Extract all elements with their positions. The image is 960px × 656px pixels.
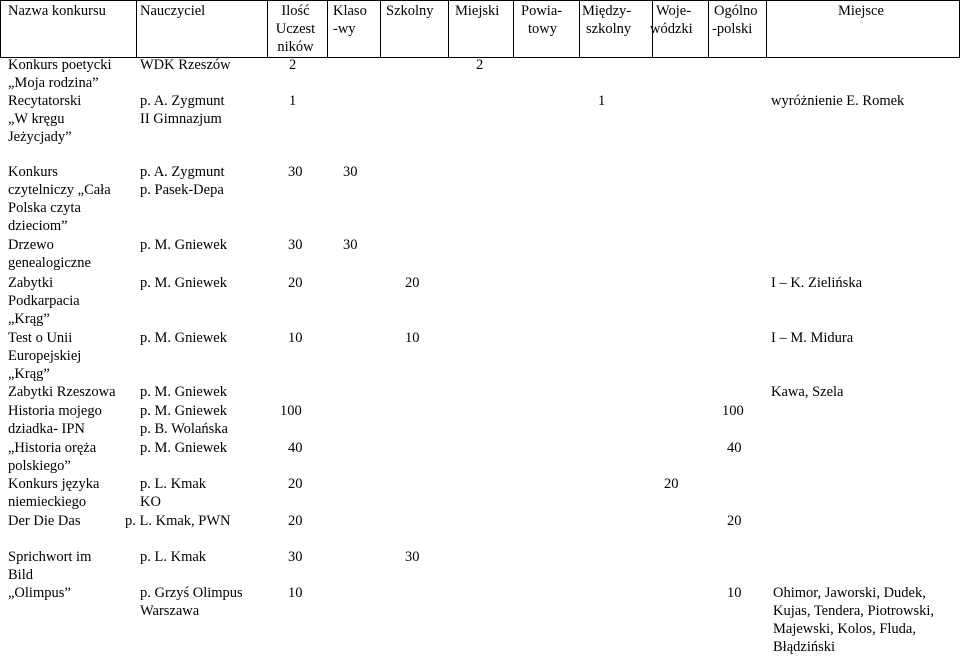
row-miejsce-line: Kujas, Tendera, Piotrowski, [773,603,935,619]
row-count: 2 [289,57,297,73]
row-teacher-line: p. M. Gniewek [140,237,227,253]
row-name-line: czytelniczy „Cała [8,182,111,198]
row-name-line: Konkurs języka [8,476,100,492]
row-count: 20 [288,513,303,529]
header-klaso-1: Klaso [333,3,367,19]
row-name-line: Zabytki [8,275,54,291]
header-nazwa: Nazwa konkursu [8,3,106,19]
header-ilosc-2: Uczest [275,21,316,37]
row-miedzy: 20 [664,476,679,492]
row-miejsce: I – M. Midura [771,330,854,346]
row-name-line: „Moja rodzina” [8,75,99,91]
header-powiatowy-2: towy [528,21,557,37]
row-name-line: Podkarpacia [8,293,80,309]
row-name-line: Konkurs [8,164,58,180]
row-klasowy: 30 [343,164,358,180]
header-nauczyciel: Nauczyciel [140,3,206,19]
row-name-line: „Krąg” [8,366,50,382]
row-teacher-line: II Gimnazjum [140,111,222,127]
row-teacher-line: Warszawa [140,603,200,619]
header-ogolno-2: -polski [712,21,753,37]
row-count: 20 [288,275,303,291]
header-miedzy-2: szkolny [586,21,632,37]
row-name-line: polskiego” [8,458,71,474]
row-klasowy: 30 [343,237,358,253]
row-teacher-line: p. M. Gniewek [140,275,227,291]
row-teacher-line: p. L. Kmak [140,476,207,492]
row-count: 30 [288,237,303,253]
header-ilosc-3: ników [277,39,314,55]
row-name-line: genealogiczne [8,255,91,271]
row-miejsce-line: Ohimor, Jaworski, Dudek, [773,585,926,601]
row-name-line: niemieckiego [8,494,87,510]
row-miejsce: Kawa, Szela [771,384,844,400]
row-name-line: „Krąg” [8,311,50,327]
row-szkolny: 20 [405,275,420,291]
row-name-line: Zabytki Rzeszowa [8,384,116,400]
row-name-line: Drzewo [8,237,54,253]
row-teacher-line: WDK Rzeszów [140,57,231,73]
row-teacher-line: p. M. Gniewek [140,440,227,456]
row-teacher-line: p. L. Kmak, PWN [125,513,231,529]
row-teacher-line: p. L. Kmak [140,549,207,565]
row-woj: 20 [727,513,742,529]
row-name-line: Europejskiej [8,348,82,364]
row-miedzy: 1 [598,93,606,109]
row-name-line: Konkurs poetycki [8,57,112,73]
row-woj: 100 [722,403,744,419]
header-woj-2: wódzki [650,21,693,37]
row-count: 100 [280,403,302,419]
row-miejsce-line: Błądziński [773,639,836,655]
header-miedzy-1: Między- [582,3,632,19]
row-count: 20 [288,476,303,492]
row-name-line: dzieciom” [8,218,68,234]
row-name-line: „Historia oręża [8,440,97,456]
row-woj: 10 [727,585,742,601]
row-teacher-line: p. A. Zygmunt [140,93,225,109]
row-count: 30 [288,549,303,565]
row-name-line: „Olimpus” [8,585,71,601]
header-miejsce: Miejsce [838,3,884,19]
header-klaso-2: -wy [333,21,356,37]
row-woj: 40 [727,440,742,456]
header-powiatowy-1: Powia- [521,3,563,19]
header-szkolny: Szkolny [386,3,434,19]
row-name-line: Test o Unii [8,330,73,346]
row-szkolny: 10 [405,330,420,346]
row-teacher-line: KO [140,494,161,510]
row-teacher-line: p. A. Zygmunt [140,164,225,180]
row-name-line: Historia mojego [8,403,102,419]
row-name-line: Sprichwort im [8,549,92,565]
row-teacher-line: p. M. Gniewek [140,384,227,400]
header-miejski: Miejski [455,3,500,19]
row-name-line: Recytatorski [8,93,82,109]
header-ogolno-1: Ogólno [714,3,758,19]
row-name-line: „W kręgu [8,111,65,127]
row-count: 1 [289,93,297,109]
row-teacher-line: p. M. Gniewek [140,330,227,346]
row-teacher-line: p. M. Gniewek [140,403,227,419]
row-count: 30 [288,164,303,180]
row-teacher-line: p. Grzyś Olimpus [140,585,243,601]
header-woj-1: Woje- [656,3,692,19]
row-miejski: 2 [476,57,484,73]
row-count: 10 [288,585,303,601]
row-name-line: dziadka- IPN [8,421,85,437]
row-miejsce: wyróżnienie E. Romek [771,93,905,109]
row-name-line: Jeżycjady” [8,129,72,145]
row-miejsce: I – K. Zielińska [771,275,863,291]
row-name-line: Polska czyta [8,200,81,216]
row-count: 10 [288,330,303,346]
row-teacher-line: p. Pasek-Depa [140,182,224,198]
row-count: 40 [288,440,303,456]
row-miejsce-line: Majewski, Kolos, Fluda, [773,621,916,637]
row-name-line: Der Die Das [8,513,81,529]
header-ilosc-1: Ilość [281,3,310,19]
row-name-line: Bild [8,567,33,583]
row-teacher-line: p. B. Wolańska [140,421,228,437]
row-szkolny: 30 [405,549,420,565]
